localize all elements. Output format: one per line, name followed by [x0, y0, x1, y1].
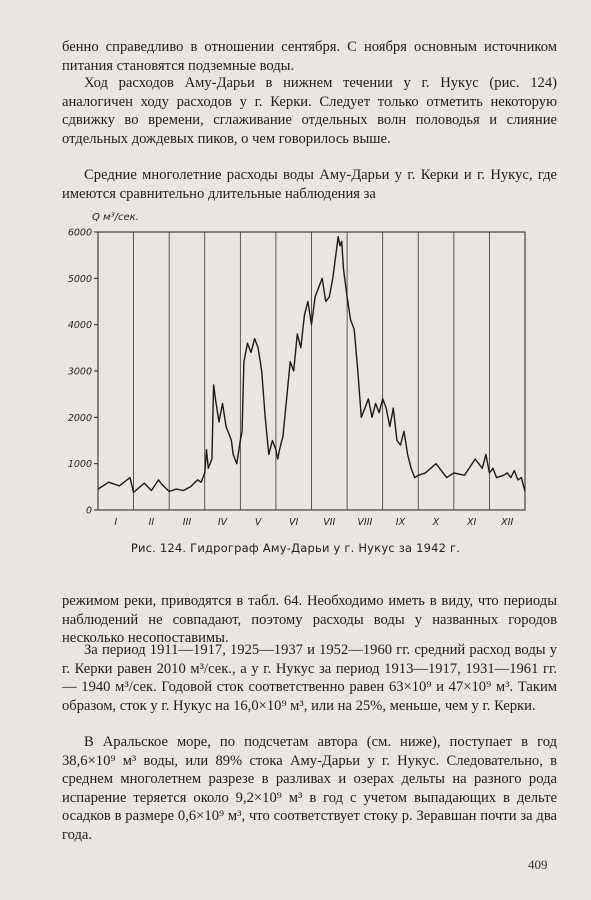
x-tick-label: III — [182, 517, 192, 528]
x-tick-label: I — [114, 517, 118, 528]
x-tick-label: V — [254, 517, 262, 528]
y-tick-label: 5000 — [67, 273, 92, 285]
y-tick-label: 2000 — [67, 412, 92, 424]
x-tick-label: IV — [217, 517, 228, 528]
y-tick-label: 6000 — [67, 227, 92, 239]
y-tick-label: 1000 — [67, 459, 92, 471]
page-number: 409 — [528, 857, 548, 872]
paragraph-1: бенно справедливо в отношении сентября. С ноября основным источником питания становятся подземные воды. — [62, 39, 557, 74]
y-tick-label: 0 — [85, 505, 92, 517]
hydrograph-chart — [60, 204, 540, 534]
x-tick-label: XII — [501, 517, 514, 528]
paragraph-6: В Аральское море, по подсчетам автора (см. ниже), поступает в год 38,6×10⁹ м³ воды, или 89% стока Аму-Дарьи у г. Нукус. Следовательно, в среднем многолетнем разрезе в разливах и озерах дельты на разного рода испарение теряется около 9,2×10⁹ м³ в год с учетом выпадающих в дельте осадков в размере 0,6×10⁹ м³, что соответствует стоку р. Зеравшан почти за два года. — [62, 734, 557, 843]
x-tick-label: VI — [289, 517, 299, 528]
y-tick-label: 3000 — [67, 366, 92, 378]
paragraph-5: За период 1911—1917, 1925—1937 и 1952—1960 гг. средний расход воды у г. Керки равен 2010 м³/сек., а у г. Нукус за период 1913—1917, 1931—1961 гг. — 1940 м³/сек. Годовой сток соответственно равен 63×10⁹ и 47×10⁹ м³. Таким образом, сток у г. Нукус на 16,0×10⁹ м³, или на 25%, меньше, чем у г. Керки. — [62, 642, 557, 714]
paragraph-3: Средние многолетние расходы воды Аму-Дарьи у г. Керки и г. Нукус, где имеются сравнительно длительные наблюдения за — [62, 167, 557, 202]
x-tick-label: X — [432, 517, 440, 528]
paragraph-2: Ход расходов Аму-Дарьи в нижнем течении у г. Нукус (рис. 124) аналогичен ходу расходов у г. Керки. Следует только отметить некоторую сдвижку во времени, сглаживание отдельных волн половодья и слияние отдельных дождевых пиков, о чем говорилось выше. — [62, 75, 557, 147]
figure-caption: Рис. 124. Гидрограф Аму-Дарьи у г. Нукус за 1942 г. — [130, 541, 461, 555]
x-tick-label: VII — [323, 517, 336, 528]
x-tick-label: VIII — [357, 517, 373, 528]
x-tick-label: IX — [395, 517, 406, 528]
paragraph-4: режимом реки, приводятся в табл. 64. Необходимо иметь в виду, что периоды наблюдений не совпадают, поэтому расходы воды у названных городов несколько несопоставимы. — [62, 593, 557, 647]
x-tick-label: XI — [466, 517, 477, 528]
y-axis-label: Q м³/сек. — [92, 212, 139, 223]
y-tick-label: 4000 — [67, 320, 92, 332]
hydrograph-figure — [60, 204, 540, 534]
x-tick-label: II — [148, 517, 155, 528]
